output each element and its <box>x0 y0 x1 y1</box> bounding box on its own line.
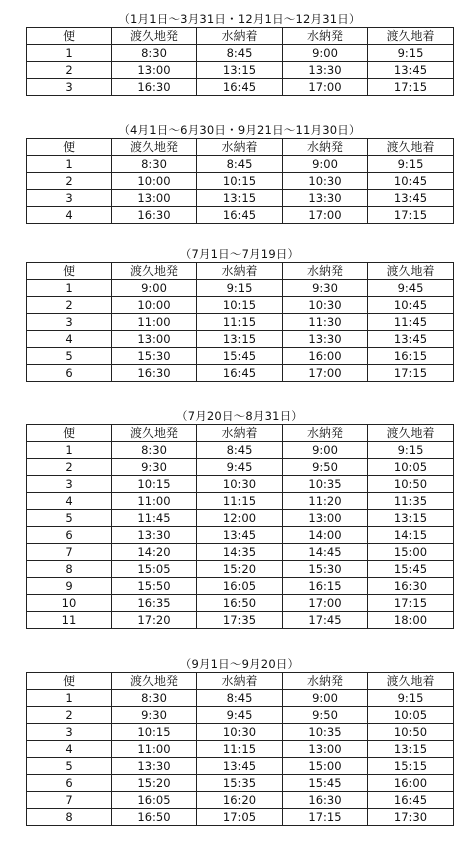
trip-number-cell: 6 <box>27 527 112 544</box>
minna-arrival-cell: 9:45 <box>197 459 283 476</box>
schedule-period-label: （7月1日～7月19日） <box>179 247 300 261</box>
tokuchi-departure-cell: 15:05 <box>112 561 197 578</box>
table-header-row <box>27 139 454 156</box>
minna-arrival-cell: 14:35 <box>197 544 283 561</box>
minna-arrival-cell: 16:50 <box>197 595 283 612</box>
minna-departure-cell: 10:30 <box>283 297 368 314</box>
tokuchi-departure-cell: 14:20 <box>112 544 197 561</box>
minna-arrival-cell: 13:15 <box>197 190 283 207</box>
minna-arrival-cell: 10:30 <box>197 476 283 493</box>
tokuchi-arrival-cell: 9:15 <box>368 690 454 707</box>
trip-number-cell: 1 <box>27 45 112 62</box>
timetable <box>26 138 454 224</box>
trip-number-cell: 8 <box>27 809 112 826</box>
column-header: 便 <box>27 263 112 280</box>
table-row <box>27 724 454 741</box>
column-header: 水納発 <box>283 28 368 45</box>
timetable <box>26 424 454 629</box>
minna-departure-cell: 9:00 <box>283 442 368 459</box>
trip-number-cell: 4 <box>27 207 112 224</box>
table-header-row <box>27 28 454 45</box>
column-header: 水納発 <box>283 673 368 690</box>
tokuchi-arrival-cell: 16:45 <box>368 792 454 809</box>
tokuchi-arrival-cell: 10:05 <box>368 459 454 476</box>
trip-number-cell: 3 <box>27 190 112 207</box>
table-row <box>27 442 454 459</box>
trip-number-cell: 4 <box>27 741 112 758</box>
minna-arrival-cell: 15:45 <box>197 348 283 365</box>
tokuchi-arrival-cell: 10:45 <box>368 173 454 190</box>
minna-arrival-cell: 13:45 <box>197 758 283 775</box>
tokuchi-departure-cell: 13:00 <box>112 331 197 348</box>
minna-arrival-cell: 11:15 <box>197 493 283 510</box>
tokuchi-departure-cell: 13:30 <box>112 758 197 775</box>
tokuchi-departure-cell: 8:30 <box>112 156 197 173</box>
column-header: 水納着 <box>197 425 283 442</box>
tokuchi-departure-cell: 16:30 <box>112 207 197 224</box>
trip-number-cell: 2 <box>27 459 112 476</box>
minna-departure-cell: 15:30 <box>283 561 368 578</box>
column-header: 渡久地着 <box>368 139 454 156</box>
minna-arrival-cell: 15:20 <box>197 561 283 578</box>
trip-number-cell: 8 <box>27 561 112 578</box>
tokuchi-arrival-cell: 17:30 <box>368 809 454 826</box>
minna-departure-cell: 17:15 <box>283 809 368 826</box>
column-header: 渡久地着 <box>368 425 454 442</box>
table-row <box>27 527 454 544</box>
table-row <box>27 561 454 578</box>
tokuchi-arrival-cell: 13:45 <box>368 331 454 348</box>
minna-arrival-cell: 13:15 <box>197 331 283 348</box>
tokuchi-departure-cell: 16:30 <box>112 79 197 96</box>
column-header: 便 <box>27 28 112 45</box>
column-header: 水納発 <box>283 263 368 280</box>
column-header: 渡久地着 <box>368 263 454 280</box>
minna-departure-cell: 17:45 <box>283 612 368 629</box>
minna-arrival-cell: 12:00 <box>197 510 283 527</box>
minna-arrival-cell: 11:15 <box>197 314 283 331</box>
table-row <box>27 79 454 96</box>
table-header-row <box>27 425 454 442</box>
trip-number-cell: 1 <box>27 690 112 707</box>
minna-arrival-cell: 16:45 <box>197 365 283 382</box>
tokuchi-arrival-cell: 10:45 <box>368 297 454 314</box>
trip-number-cell: 7 <box>27 544 112 561</box>
minna-departure-cell: 11:30 <box>283 314 368 331</box>
minna-departure-cell: 17:00 <box>283 79 368 96</box>
column-header: 渡久地発 <box>112 263 197 280</box>
minna-arrival-cell: 17:35 <box>197 612 283 629</box>
schedule-period-label: （4月1日～6月30日・9月21日～11月30日） <box>118 123 361 137</box>
tokuchi-departure-cell: 11:45 <box>112 510 197 527</box>
column-header: 渡久地発 <box>112 139 197 156</box>
tokuchi-arrival-cell: 15:15 <box>368 758 454 775</box>
trip-number-cell: 2 <box>27 707 112 724</box>
tokuchi-departure-cell: 11:00 <box>112 493 197 510</box>
tokuchi-arrival-cell: 10:50 <box>368 724 454 741</box>
table-row <box>27 190 454 207</box>
tokuchi-arrival-cell: 16:00 <box>368 775 454 792</box>
trip-number-cell: 11 <box>27 612 112 629</box>
table-row <box>27 297 454 314</box>
tokuchi-departure-cell: 9:30 <box>112 707 197 724</box>
tokuchi-arrival-cell: 9:15 <box>368 156 454 173</box>
tokuchi-departure-cell: 11:00 <box>112 741 197 758</box>
table-row <box>27 741 454 758</box>
minna-departure-cell: 14:00 <box>283 527 368 544</box>
tokuchi-departure-cell: 13:00 <box>112 190 197 207</box>
table-row <box>27 493 454 510</box>
column-header: 便 <box>27 139 112 156</box>
trip-number-cell: 4 <box>27 493 112 510</box>
timetable <box>26 27 454 96</box>
schedule-block <box>26 123 453 224</box>
minna-departure-cell: 15:00 <box>283 758 368 775</box>
minna-departure-cell: 10:35 <box>283 476 368 493</box>
minna-departure-cell: 9:50 <box>283 707 368 724</box>
trip-number-cell: 3 <box>27 314 112 331</box>
trip-number-cell: 3 <box>27 476 112 493</box>
schedule-period-label: （1月1日～3月31日・12月1日～12月31日） <box>118 12 361 26</box>
minna-departure-cell: 13:00 <box>283 741 368 758</box>
trip-number-cell: 1 <box>27 280 112 297</box>
minna-arrival-cell: 15:35 <box>197 775 283 792</box>
tokuchi-arrival-cell: 15:45 <box>368 561 454 578</box>
schedule-period-label: （9月1日～9月20日） <box>179 657 300 671</box>
trip-number-cell: 5 <box>27 758 112 775</box>
tokuchi-arrival-cell: 17:15 <box>368 595 454 612</box>
column-header: 水納発 <box>283 139 368 156</box>
tokuchi-departure-cell: 10:00 <box>112 297 197 314</box>
minna-arrival-cell: 13:15 <box>197 62 283 79</box>
trip-number-cell: 3 <box>27 724 112 741</box>
tokuchi-arrival-cell: 16:15 <box>368 348 454 365</box>
tokuchi-departure-cell: 16:50 <box>112 809 197 826</box>
minna-arrival-cell: 16:20 <box>197 792 283 809</box>
trip-number-cell: 2 <box>27 62 112 79</box>
minna-arrival-cell: 10:30 <box>197 724 283 741</box>
tokuchi-arrival-cell: 17:15 <box>368 207 454 224</box>
table-row <box>27 595 454 612</box>
minna-arrival-cell: 10:15 <box>197 173 283 190</box>
tokuchi-departure-cell: 8:30 <box>112 690 197 707</box>
schedule-block <box>26 657 453 826</box>
minna-departure-cell: 17:00 <box>283 595 368 612</box>
table-row <box>27 690 454 707</box>
minna-departure-cell: 13:30 <box>283 190 368 207</box>
tokuchi-departure-cell: 8:30 <box>112 45 197 62</box>
minna-arrival-cell: 13:45 <box>197 527 283 544</box>
tokuchi-arrival-cell: 9:15 <box>368 442 454 459</box>
minna-departure-cell: 17:00 <box>283 365 368 382</box>
table-row <box>27 62 454 79</box>
trip-number-cell: 3 <box>27 79 112 96</box>
schedule-period-label: （7月20日～8月31日） <box>176 409 303 423</box>
tokuchi-departure-cell: 9:30 <box>112 459 197 476</box>
minna-departure-cell: 9:30 <box>283 280 368 297</box>
trip-number-cell: 1 <box>27 442 112 459</box>
column-header: 渡久地発 <box>112 673 197 690</box>
minna-arrival-cell: 16:45 <box>197 207 283 224</box>
trip-number-cell: 10 <box>27 595 112 612</box>
table-row <box>27 348 454 365</box>
minna-departure-cell: 9:50 <box>283 459 368 476</box>
tokuchi-departure-cell: 16:30 <box>112 365 197 382</box>
table-row <box>27 365 454 382</box>
tokuchi-departure-cell: 10:15 <box>112 724 197 741</box>
minna-departure-cell: 10:30 <box>283 173 368 190</box>
minna-arrival-cell: 8:45 <box>197 45 283 62</box>
minna-arrival-cell: 10:15 <box>197 297 283 314</box>
column-header: 水納着 <box>197 673 283 690</box>
minna-arrival-cell: 16:05 <box>197 578 283 595</box>
minna-arrival-cell: 9:45 <box>197 707 283 724</box>
column-header: 水納着 <box>197 28 283 45</box>
trip-number-cell: 1 <box>27 156 112 173</box>
tokuchi-arrival-cell: 17:15 <box>368 365 454 382</box>
tokuchi-arrival-cell: 18:00 <box>368 612 454 629</box>
tokuchi-arrival-cell: 10:50 <box>368 476 454 493</box>
column-header: 渡久地着 <box>368 673 454 690</box>
tokuchi-arrival-cell: 11:45 <box>368 314 454 331</box>
tokuchi-departure-cell: 16:05 <box>112 792 197 809</box>
table-row <box>27 314 454 331</box>
table-row <box>27 476 454 493</box>
tokuchi-departure-cell: 15:50 <box>112 578 197 595</box>
minna-departure-cell: 9:00 <box>283 45 368 62</box>
minna-departure-cell: 13:00 <box>283 510 368 527</box>
tokuchi-departure-cell: 17:20 <box>112 612 197 629</box>
minna-arrival-cell: 16:45 <box>197 79 283 96</box>
timetable <box>26 262 454 382</box>
tokuchi-departure-cell: 15:20 <box>112 775 197 792</box>
minna-departure-cell: 16:00 <box>283 348 368 365</box>
trip-number-cell: 5 <box>27 510 112 527</box>
table-row <box>27 758 454 775</box>
tokuchi-departure-cell: 15:30 <box>112 348 197 365</box>
trip-number-cell: 5 <box>27 348 112 365</box>
schedule-block <box>26 409 453 629</box>
minna-departure-cell: 11:20 <box>283 493 368 510</box>
tokuchi-arrival-cell: 13:45 <box>368 62 454 79</box>
tokuchi-arrival-cell: 10:05 <box>368 707 454 724</box>
tokuchi-departure-cell: 10:15 <box>112 476 197 493</box>
table-row <box>27 45 454 62</box>
table-row <box>27 280 454 297</box>
minna-departure-cell: 17:00 <box>283 207 368 224</box>
tokuchi-arrival-cell: 15:00 <box>368 544 454 561</box>
table-row <box>27 510 454 527</box>
table-row <box>27 578 454 595</box>
minna-departure-cell: 9:00 <box>283 690 368 707</box>
tokuchi-arrival-cell: 13:15 <box>368 510 454 527</box>
table-row <box>27 459 454 476</box>
table-row <box>27 809 454 826</box>
minna-departure-cell: 13:30 <box>283 331 368 348</box>
table-row <box>27 156 454 173</box>
trip-number-cell: 9 <box>27 578 112 595</box>
minna-arrival-cell: 8:45 <box>197 156 283 173</box>
table-row <box>27 775 454 792</box>
minna-departure-cell: 16:15 <box>283 578 368 595</box>
tokuchi-arrival-cell: 11:35 <box>368 493 454 510</box>
tokuchi-arrival-cell: 14:15 <box>368 527 454 544</box>
minna-arrival-cell: 9:15 <box>197 280 283 297</box>
table-row <box>27 173 454 190</box>
minna-arrival-cell: 11:15 <box>197 741 283 758</box>
column-header: 水納着 <box>197 263 283 280</box>
table-row <box>27 207 454 224</box>
tokuchi-arrival-cell: 9:45 <box>368 280 454 297</box>
minna-arrival-cell: 17:05 <box>197 809 283 826</box>
minna-departure-cell: 16:30 <box>283 792 368 809</box>
trip-number-cell: 6 <box>27 365 112 382</box>
column-header: 水納発 <box>283 425 368 442</box>
minna-departure-cell: 14:45 <box>283 544 368 561</box>
tokuchi-arrival-cell: 13:45 <box>368 190 454 207</box>
tokuchi-arrival-cell: 13:15 <box>368 741 454 758</box>
tokuchi-departure-cell: 13:30 <box>112 527 197 544</box>
trip-number-cell: 4 <box>27 331 112 348</box>
tokuchi-departure-cell: 10:00 <box>112 173 197 190</box>
tokuchi-arrival-cell: 9:15 <box>368 45 454 62</box>
tokuchi-departure-cell: 16:35 <box>112 595 197 612</box>
schedule-block <box>26 12 453 96</box>
column-header: 渡久地発 <box>112 425 197 442</box>
minna-departure-cell: 13:30 <box>283 62 368 79</box>
column-header: 渡久地発 <box>112 28 197 45</box>
table-row <box>27 707 454 724</box>
schedule-block <box>26 247 453 382</box>
minna-departure-cell: 10:35 <box>283 724 368 741</box>
table-header-row <box>27 673 454 690</box>
column-header: 便 <box>27 673 112 690</box>
minna-arrival-cell: 8:45 <box>197 442 283 459</box>
table-row <box>27 544 454 561</box>
tokuchi-departure-cell: 9:00 <box>112 280 197 297</box>
tokuchi-departure-cell: 8:30 <box>112 442 197 459</box>
trip-number-cell: 2 <box>27 173 112 190</box>
timetable <box>26 672 454 826</box>
tokuchi-departure-cell: 13:00 <box>112 62 197 79</box>
column-header: 便 <box>27 425 112 442</box>
tokuchi-arrival-cell: 16:30 <box>368 578 454 595</box>
column-header: 渡久地着 <box>368 28 454 45</box>
table-header-row <box>27 263 454 280</box>
minna-arrival-cell: 8:45 <box>197 690 283 707</box>
trip-number-cell: 6 <box>27 775 112 792</box>
table-row <box>27 331 454 348</box>
trip-number-cell: 7 <box>27 792 112 809</box>
table-row <box>27 612 454 629</box>
minna-departure-cell: 15:45 <box>283 775 368 792</box>
table-row <box>27 792 454 809</box>
minna-departure-cell: 9:00 <box>283 156 368 173</box>
tokuchi-arrival-cell: 17:15 <box>368 79 454 96</box>
column-header: 水納着 <box>197 139 283 156</box>
tokuchi-departure-cell: 11:00 <box>112 314 197 331</box>
trip-number-cell: 2 <box>27 297 112 314</box>
